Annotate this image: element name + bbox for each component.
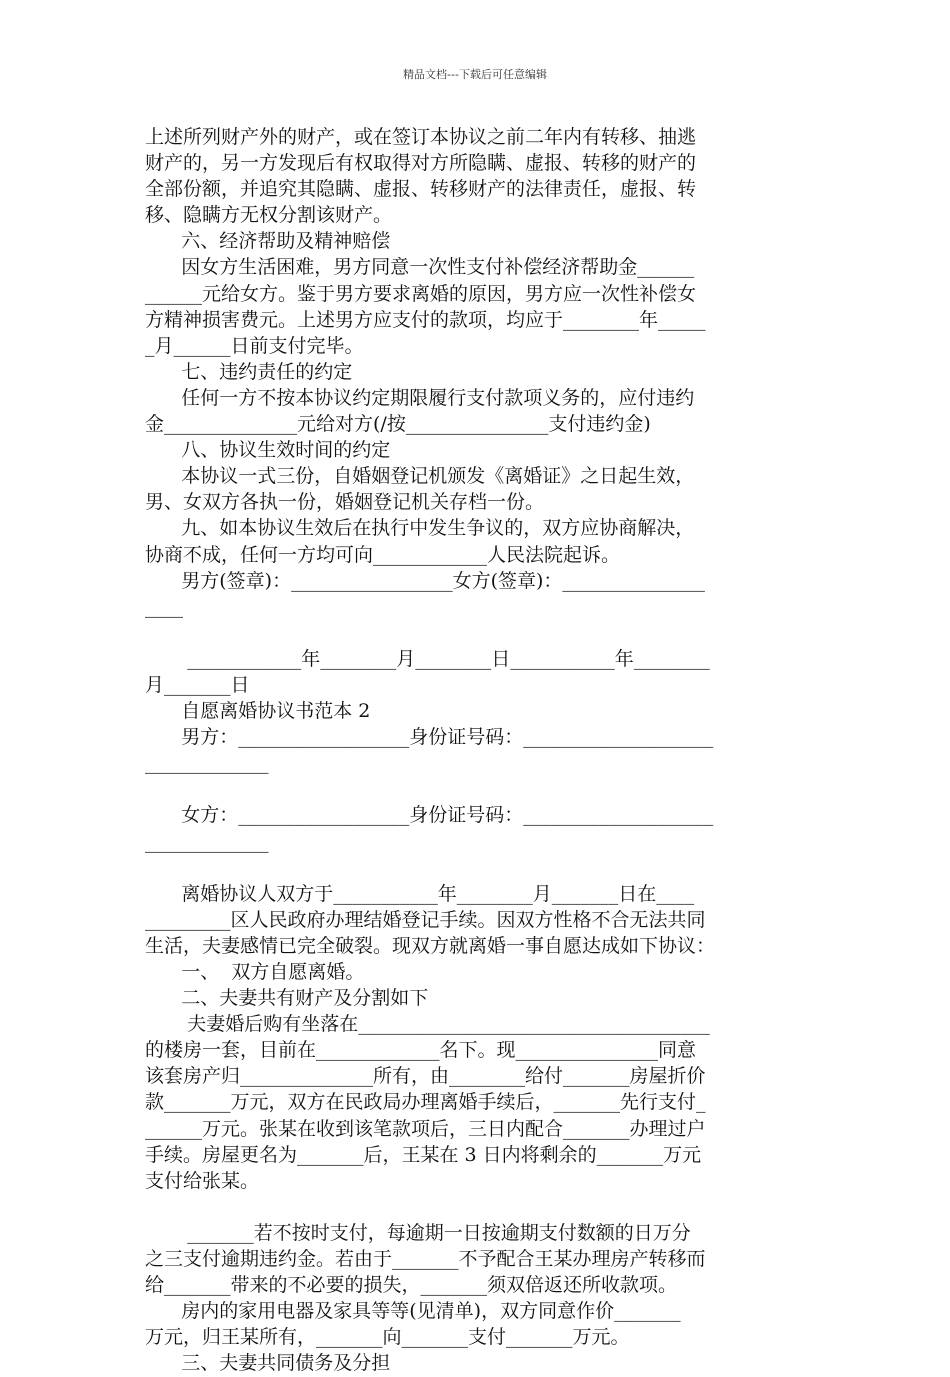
text-line: 款_______万元，双方在民政局办理离婚手续后，_______先行支付_ xyxy=(145,1091,706,1114)
text-line: 八、协议生效时间的约定 xyxy=(145,439,391,462)
text-line xyxy=(145,776,810,802)
document-body xyxy=(145,124,810,1377)
text-line: _____________ xyxy=(145,752,269,775)
text-line: 给_______带来的不必要的损失，_______须双倍返还所收款项。 xyxy=(145,1274,678,1297)
text-line: 全部份额，并追究其隐瞒、虚报、转移财产的法律责任，虚报、转 xyxy=(145,178,697,201)
text-line: 夫妻婚后购有坐落在_____________________________________ xyxy=(145,1013,710,1036)
text-line: _________区人民政府办理结婚登记手续。因双方性格不合无法共同 xyxy=(145,908,706,931)
text-line xyxy=(145,1194,810,1220)
text-line: 九、如本协议生效后在执行中发生争议的，双方应协商解决， xyxy=(145,517,695,540)
text-line: _月______日前支付完毕。 xyxy=(145,334,364,357)
text-line: 离婚协议人双方于___________年________月_______日在____ xyxy=(145,882,695,905)
text-line: 方精神损害费元。上述男方应支付的款项，均应于________年_____ xyxy=(145,308,706,331)
text-line: ______万元。张某在收到该笔款项后，三日内配合_______办理过户 xyxy=(145,1117,706,1140)
text-line: 六、经济帮助及精神赔偿 xyxy=(145,230,391,253)
text-line: 任何一方不按本协议约定期限履行支付款项义务的，应付违约 xyxy=(145,386,695,409)
text-line: 万元，归王某所有，_______向_______支付_______万元。 xyxy=(145,1326,630,1349)
text-line: 上述所列财产外的财产，或在签订本协议之前二年内有转移、抽逃 xyxy=(145,126,697,148)
text-line: 本协议一式三份，自婚姻登记机颁发《离婚证》之日起生效， xyxy=(145,465,695,488)
text-line: _____________ xyxy=(145,830,269,853)
text-line: 生活，夫妻感情已完全破裂。现双方就离婚一事自愿达成如下协议： xyxy=(145,934,716,957)
text-line: 支付给张某。 xyxy=(145,1169,260,1192)
text-line: 男方(签章)：_________________女方(签章)：_______________ xyxy=(145,569,705,592)
text-line: 之三支付逾期违约金。若由于_______不予配合王某办理房产转移而 xyxy=(145,1248,706,1271)
text-line: 因女方生活困难，男方同意一次性支付补偿经济帮助金______ xyxy=(145,256,695,279)
text-line: _______若不按时支付，每逾期一日按逾期支付数额的日万分 xyxy=(145,1221,691,1244)
text-line xyxy=(145,620,810,646)
text-line: 手续。房屋更名为_______后，王某在 3 日内将剩余的_______万元 xyxy=(145,1143,702,1166)
text-line: 财产的，另一方发现后有权取得对方所隐瞒、虚报、转移的财产的 xyxy=(145,152,697,175)
text-line: 一、 双方自愿离婚。 xyxy=(145,961,365,983)
text-line xyxy=(145,855,810,881)
text-line: ____________年________月________日___________年________ xyxy=(145,647,710,670)
text-line: 移、隐瞒方无权分割该财产。 xyxy=(145,204,393,227)
text-line: 女方：__________________身份证号码：____________________ xyxy=(145,804,714,827)
text-line: 男方：__________________身份证号码：____________________ xyxy=(145,726,714,749)
text-line: 金______________元给对方(/按_______________支付违约金) xyxy=(145,413,651,436)
text-line: 二、夫妻共有财产及分割如下 xyxy=(145,987,429,1010)
text-line: ______元给女方。鉴于男方要求离婚的原因，男方应一次性补偿女 xyxy=(145,282,697,305)
text-line: 七、违约责任的约定 xyxy=(145,360,353,383)
text-line: 该套房产归______________所有，由________给付_______房屋折价 xyxy=(145,1065,706,1088)
text-line: 自愿离婚协议书范本 2 xyxy=(145,700,371,723)
text-line: 男、女双方各执一份，婚姻登记机关存档一份。 xyxy=(145,491,545,514)
text-line: 三、夫妻共同债务及分担 xyxy=(145,1352,391,1375)
text-line: 协商不成，任何一方均可向____________人民法院起诉。 xyxy=(145,543,621,566)
text-line: 房内的家用电器及家具等等(见清单)，双方同意作价_______ xyxy=(145,1300,681,1323)
text-line: 月_______日 xyxy=(145,673,250,696)
text-line: ____ xyxy=(145,595,183,618)
page-header: 精品文档---下载后可任意编辑 xyxy=(403,68,547,81)
text-line: 的楼房一套，目前在_____________名下。现_______________同意 xyxy=(145,1039,697,1062)
